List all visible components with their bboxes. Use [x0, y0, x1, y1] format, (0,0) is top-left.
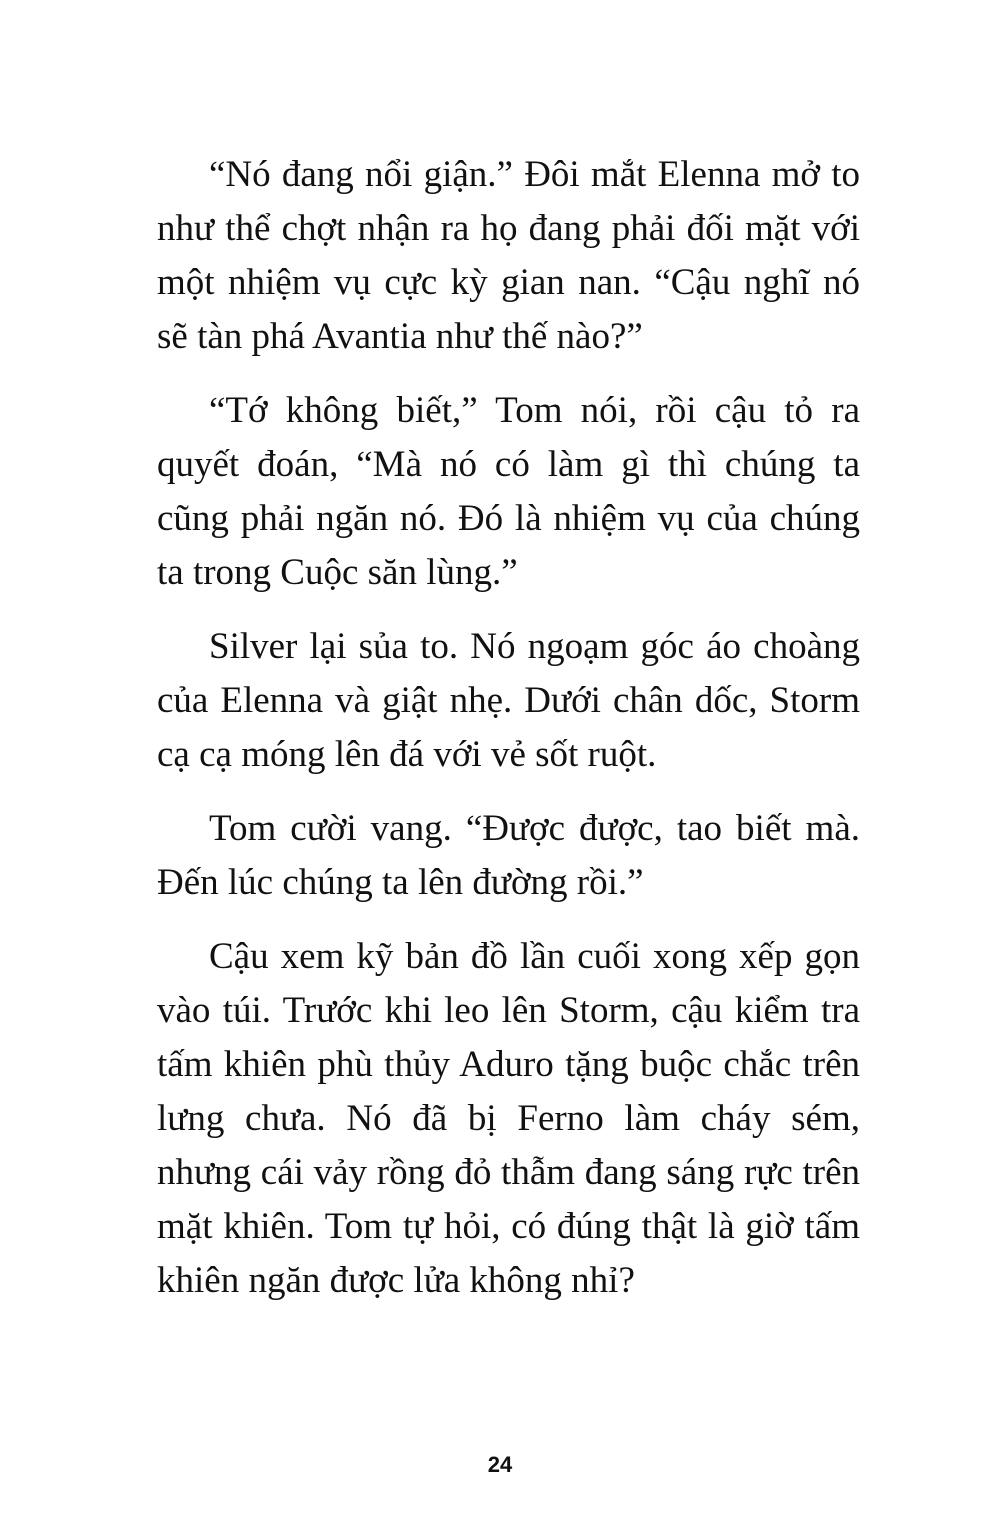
paragraph-2: “Tớ không biết,” Tom nói, rồi cậu tỏ ra quyết đoán, “Mà nó có làm gì thì chúng ta cũng phải ngăn nó. Đó là nhiệm vụ của chúng ta trong Cuộc săn lùng.” — [157, 390, 860, 593]
page-number: 24 — [487, 1452, 513, 1477]
body-text — [157, 148, 860, 1308]
paragraph-3: Silver lại sủa to. Nó ngoạm góc áo choàng của Elenna và giật nhẹ. Dưới chân dốc, Storm cạ cạ móng lên đá với vẻ sốt ruột. — [157, 626, 860, 775]
paragraph-5: Cậu xem kỹ bản đồ lần cuối xong xếp gọn vào túi. Trước khi leo lên Storm, cậu kiểm tra tấm khiên phù thủy Aduro tặng buộc chắc trên lưng chưa. Nó đã bị Ferno làm cháy sém, nhưng cái vảy rồng đỏ thẫm đang sáng rực trên mặt khiên. Tom tự hỏi, có đúng thật là giờ tấm khiên ngăn được lửa không nhỉ? — [157, 936, 860, 1301]
paragraph-1: “Nó đang nổi giận.” Đôi mắt Elenna mở to như thể chợt nhận ra họ đang phải đối mặt với một nhiệm vụ cực kỳ gian nan. “Cậu nghĩ nó sẽ tàn phá Avantia như thế nào?” — [157, 154, 860, 357]
paragraph-4: Tom cười vang. “Được được, tao biết mà. Đến lúc chúng ta lên đường rồi.” — [157, 808, 860, 903]
